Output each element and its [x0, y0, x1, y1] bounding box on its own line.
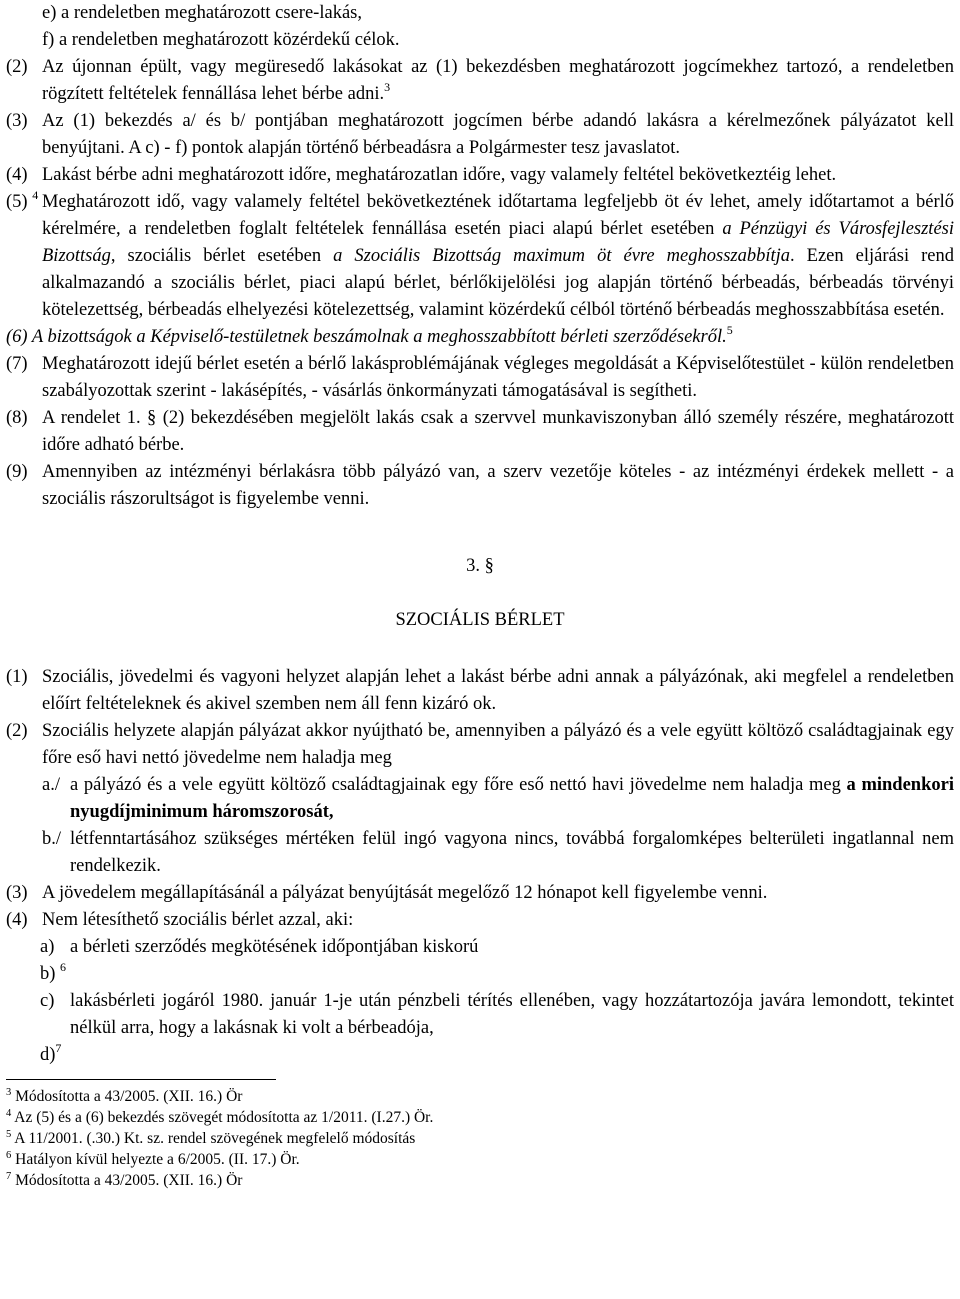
footnote: $^5$ A 11/2001. (.30.) Kt. sz. rendel szövegének megfelelő módosítás [6, 1129, 416, 1147]
section-title: SZOCIÁLIS BÉRLET [395, 610, 565, 630]
paragraph-5: (5) $^4$ Meghatározott idő, vagy valamely feltétel bekövetkeztének időtartama legfeljebb öt év lehet, amely időtartamot a bérlő kérelmére, a rendeletben foglalt feltételek fennállása esetén piaci alapú bérlet esetében a Pénzügyi és Városfejlesztési Bizottság, szociális bérlet esetében a Szociális Bizottság maximum öt évre meghosszabbítja. Ezen eljárási rend alkalmazandó a szociális bérlet, piaci alapú bérlet, bérlőkijelölési jog alapján történő bérbeadás, bérbeadás törvényi kötelezettség, bérbeadás elhelyezési kötelezettség, valamint közérdekű célból történő bérbeadás meghosszabbítása esetén. [6, 188, 954, 320]
paragraph-number: (9) [6, 462, 28, 482]
paragraph-number: (3) [6, 111, 28, 131]
section-paragraph-2: (2) Szociális helyzete alapján pályázat akkor nyújtható be, amennyiben a pályázó és a vele együtt költöző családtagjainak egy főre eső havi nettó jövedelme nem haladja meg [6, 718, 954, 772]
footnote: $^3$ Módosította a 43/2005. (XII. 16.) Ör [6, 1087, 243, 1105]
footnote-ref[interactable]: 5 [726, 323, 733, 337]
section-paragraph-3: (3) A jövedelem megállapításánál a pályázat benyújtását megelőző 12 hónapot kell figyelembe venni. [6, 880, 954, 907]
section-paragraph-1: (1) Szociális, jövedelmi és vagyoni helyzet alapján lehet a lakást bérbe adni annak a pályázónak, aki megfelel a rendeletben előírt feltételeknek és akivel szemben nem áll fenn kizáró ok. [6, 664, 954, 718]
footnote-ref[interactable]: 6 [60, 960, 67, 974]
paragraph-4: (4) Lakást bérbe adni meghatározott időre, meghatározatlan időre, vagy valamely feltétel bekövetkeztéig lehet. [6, 162, 954, 189]
paragraph-8: (8) A rendelet 1. § (2) bekezdésében megjelölt lakás csak a szervvel munkaviszonyban álló személy részére, meghatározott időre adható bérbe. [6, 405, 954, 459]
paragraph-number: (4) [6, 910, 28, 930]
list-item-f: f) a rendeletben meghatározott közérdekű célok. [42, 30, 400, 50]
paragraph-6: (6) A bizottságok a Képviselő-testületnek beszámolnak a meghosszabbított bérleti szerződésekről.$^5$ [6, 323, 733, 347]
paragraph-number: (2) [6, 57, 28, 77]
footnote-ref[interactable]: 3 [384, 80, 391, 94]
sub-item-b: b) $^6$ [40, 960, 67, 984]
list-item-e: e) a rendeletben meghatározott csere-lakás, [42, 3, 362, 23]
footnote-divider [6, 1079, 276, 1080]
paragraph-9: (9) Amennyiben az intézményi bérlakásra több pályázó van, a szerv vezetője köteles - az intézményi érdekek mellett - a szociális rászorultságot is figyelembe venni. [6, 459, 954, 513]
paragraph-3: (3) Az (1) bekezdés a/ és b/ pontjában meghatározott jogcímen bérbe adandó lakásra a kérelmezőnek pályázatot kell benyújtani. A c) - f) pontok alapján történő bérbeadásra a Polgármester tesz javaslatot. [6, 108, 954, 162]
paragraph-7: (7) Meghatározott idejű bérlet esetén a bérlő lakásproblémájának végleges megoldását a Képviselőtestület - külön rendeletben szabályozottak szerint - lakásépítés, - vásárlás önkormányzati támogatásával is segítheti. [6, 351, 954, 405]
paragraph-number: (2) [6, 721, 28, 741]
sub-item-b: b./ létfenntartásához szükséges mértéken felül ingó vagyona nincs, továbbá forgalomképes belterületi ingatlannal nem rendelkezik. [42, 829, 954, 876]
paragraph-number: (4) [6, 165, 28, 185]
paragraph-number: (8) [6, 408, 28, 428]
paragraph-2: (2) Az újonnan épült, vagy megüresedő lakásokat az (1) bekezdésben meghatározott jogcímekhez tartozó, a rendeletben rögzített feltételek fennállása lehet bérbe adni.$^3$ [6, 54, 954, 108]
paragraph-number: (3) [6, 883, 28, 903]
paragraph-number: (7) [6, 354, 28, 374]
section-paragraph-4: (4) Nem létesíthető szociális bérlet azzal, aki: [6, 907, 954, 934]
sub-item-d: d)$^7$ [40, 1041, 62, 1065]
sub-item-a: a./ a pályázó és a vele együtt költöző családtagjainak egy főre eső nettó havi jövedelme nem haladja meg a mindenkori nyugdíjminimum háromszorosát, [42, 775, 954, 822]
paragraph-number: (1) [6, 667, 28, 687]
footnote: $^7$ Módosította a 43/2005. (XII. 16.) Ör [6, 1171, 243, 1189]
paragraph-number: (5) $^4$ [6, 188, 39, 212]
footnote-ref[interactable]: 4 [32, 188, 39, 202]
footnote: $^6$ Hatályon kívül helyezte a 6/2005. (II. 17.) Ör. [6, 1150, 300, 1168]
footnote: $^4$ Az (5) és a (6) bekezdés szövegét módosította az 1/2011. (I.27.) Ör. [6, 1108, 434, 1126]
sub-item-a: a) a bérleti szerződés megkötésének időpontjában kiskorú [40, 937, 479, 957]
sub-item-c: c) lakásbérleti jogáról 1980. január 1-je után pénzbeli térítés ellenében, vagy hozzátartozója javára lemondott, tekintet nélkül arra, hogy a lakásnak ki volt a bérbeadója, [40, 991, 954, 1038]
footnote-ref[interactable]: 7 [55, 1041, 62, 1055]
section-number: 3. § [466, 556, 494, 576]
